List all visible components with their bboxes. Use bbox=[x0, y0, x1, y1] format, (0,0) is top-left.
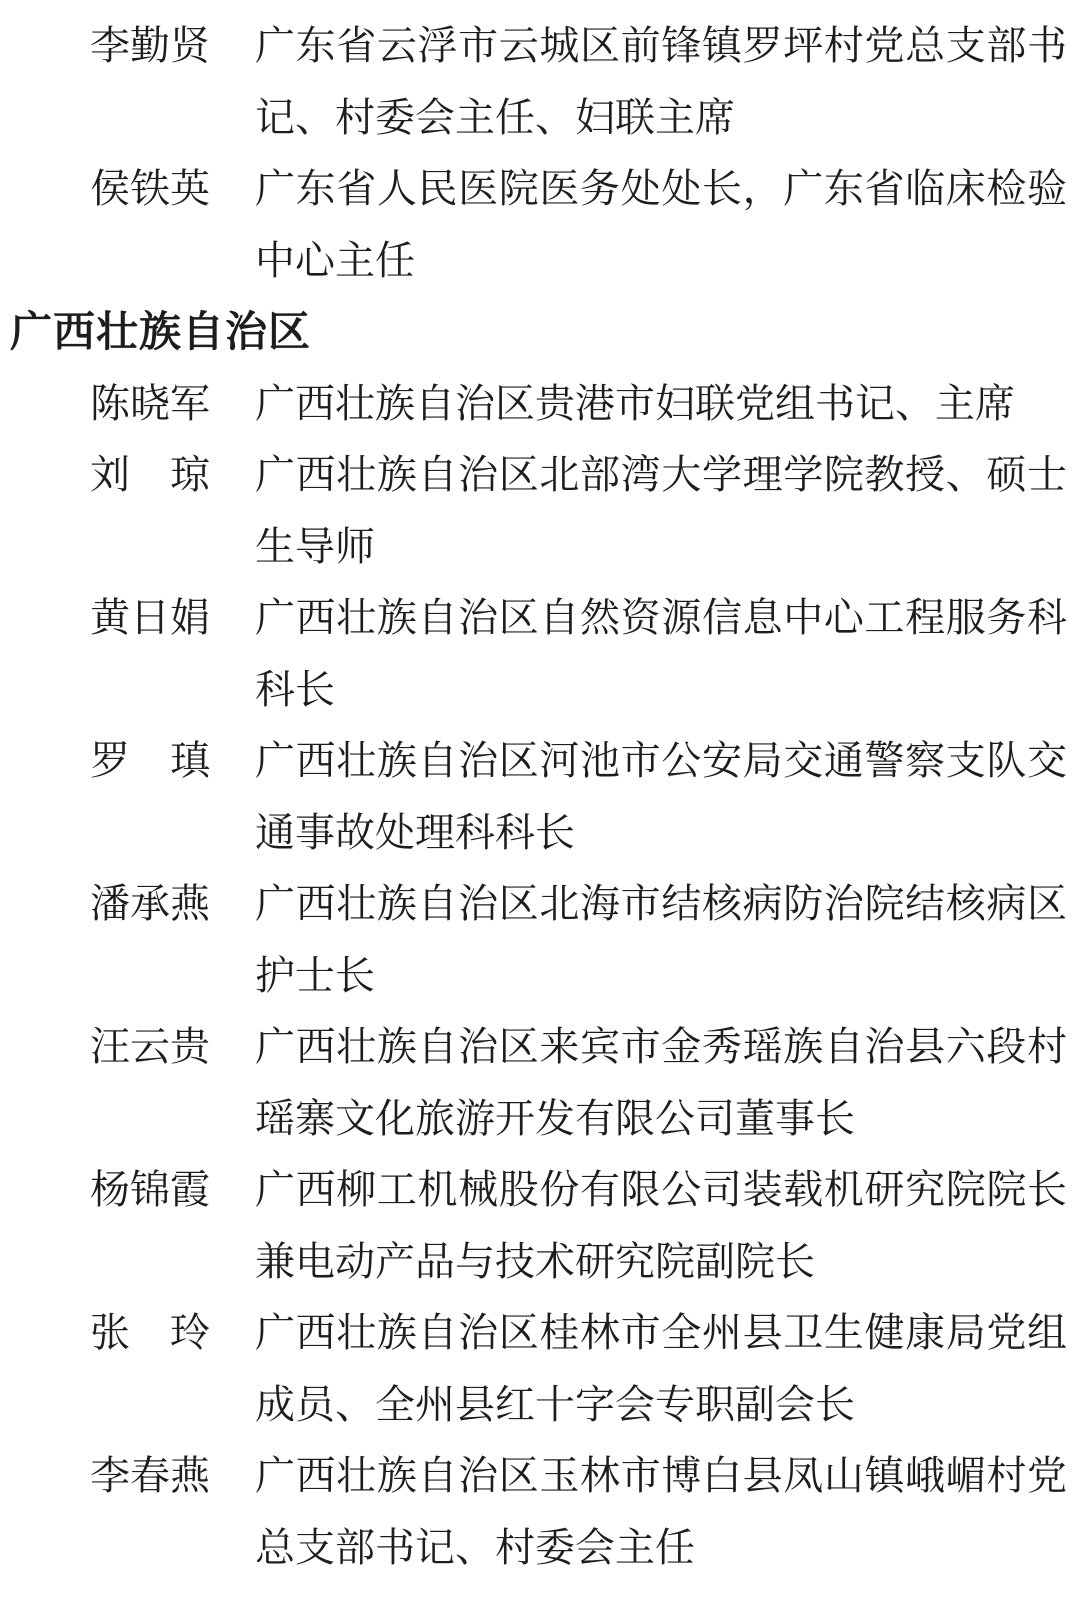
entry-name: 杨锦霞 bbox=[90, 1167, 210, 1212]
entry-title: 广西柳工机械股份有限公司装载机研究院院长兼电动产品与技术研究院副院长 bbox=[255, 1167, 1067, 1284]
entry-name: 潘承燕 bbox=[90, 881, 210, 926]
entry-name: 侯铁英 bbox=[90, 166, 210, 211]
entry-title: 广西壮族自治区北部湾大学理学院教授、硕士生导师 bbox=[255, 452, 1067, 569]
list-entry bbox=[0, 153, 1080, 296]
entry-name: 陈晓军 bbox=[90, 380, 210, 426]
list-entry bbox=[0, 10, 1080, 153]
entry-name: 汪云贵 bbox=[90, 1024, 210, 1069]
entry-title: 广西壮族自治区自然资源信息中心工程服务科科长 bbox=[255, 595, 1067, 712]
entry-title: 广西壮族自治区桂林市全州县卫生健康局党组成员、全州县红十字会专职副会长 bbox=[255, 1310, 1067, 1427]
list-entry bbox=[0, 1011, 1080, 1154]
entry-name: 李勤贤 bbox=[90, 23, 210, 68]
entry-title: 广西壮族自治区河池市公安局交通警察支队交通事故处理科科长 bbox=[255, 738, 1067, 855]
entry-title: 广西壮族自治区玉林市博白县凤山镇峨嵋村党总支部书记、村委会主任 bbox=[255, 1453, 1067, 1570]
entry-title: 广东省人民医院医务处处长，广东省临床检验中心主任 bbox=[255, 166, 1067, 283]
list-entry bbox=[0, 439, 1080, 582]
list-entry bbox=[0, 1440, 1080, 1583]
list-entry bbox=[0, 868, 1080, 1011]
list-entry bbox=[0, 725, 1080, 868]
entry-name: 黄日娟 bbox=[90, 595, 210, 640]
entry-name: 张 玲 bbox=[90, 1310, 210, 1355]
section-header: 广西壮族自治区 bbox=[10, 308, 312, 355]
entry-title: 广西壮族自治区贵港市妇联党组书记、主席 bbox=[255, 380, 1015, 426]
entry-name: 罗 瑱 bbox=[90, 738, 210, 783]
entry-title: 广西壮族自治区北海市结核病防治院结核病区护士长 bbox=[255, 881, 1067, 998]
entry-name: 刘 琼 bbox=[90, 452, 210, 497]
entry-title: 广东省云浮市云城区前锋镇罗坪村党总支部书记、村委会主任、妇联主席 bbox=[255, 23, 1067, 140]
entry-title: 广西壮族自治区来宾市金秀瑶族自治县六段村瑶寨文化旅游开发有限公司董事长 bbox=[255, 1024, 1067, 1141]
list-entry bbox=[0, 368, 1080, 440]
entry-name: 李春燕 bbox=[90, 1453, 210, 1498]
list-entry bbox=[0, 1154, 1080, 1297]
list-entry bbox=[0, 582, 1080, 725]
list-entry bbox=[0, 1297, 1080, 1440]
